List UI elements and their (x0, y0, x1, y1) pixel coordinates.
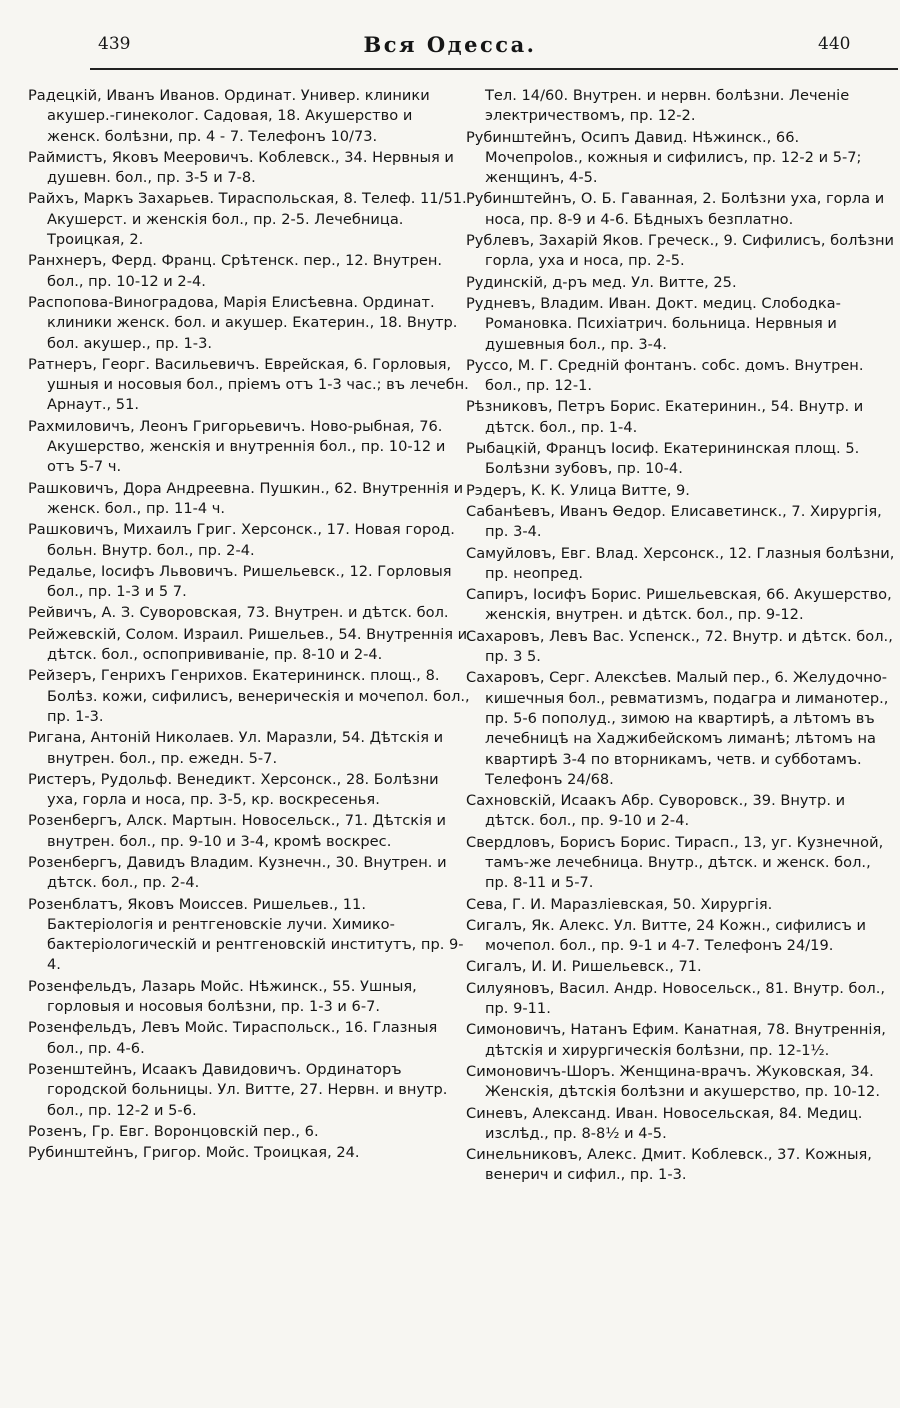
directory-entry: Розенъ, Гр. Евг. Воронцовскій пер., 6. (28, 1122, 319, 1140)
page-number-left: 439 (98, 34, 131, 54)
directory-entry: Сигалъ, И. И. Ришельевск., 71. (466, 958, 702, 976)
directory-entry: Сахаровъ, Серг. Алексѣев. Малый пер., 6. Желудочно-кишечныя бол., ревматизмъ, подагра и лиманотер., пр. 5-6 пополуд., зимою на квартирѣ, а лѣтомъ въ лечебницѣ на Хаджибейскомъ лиманѣ; лѣтомъ на квартирѣ 3-4 по вторникамъ, четв. и субботамъ. Телефонъ 24/68. (466, 669, 889, 788)
directory-entry: Раймистъ, Яковъ Мееровичъ. Коблевск., 34. Нервныя и душевн. бол., пр. 3-5 и 7-8. (28, 148, 454, 187)
directory-entry: Розенблатъ, Яковъ Моиссев. Ришельев., 11. Бактеріологія и рентгеновскіе лучи. Химико-бактеріологическій и рентгеновскій институтъ, пр. 9-4. (28, 895, 464, 974)
page-number-right: 440 (818, 34, 851, 54)
directory-entry: Рахмиловичъ, Леонъ Григорьевичъ. Ново-рыбная, 76. Акушерство, женскія и внутреннія бол., пр. 10-12 и отъ 5-7 ч. (28, 417, 446, 476)
page-title: Вся Одесса. (363, 32, 537, 57)
directory-entry: Ратнеръ, Георг. Васильевичъ. Еврейская, 6. Горловыя, ушныя и носовыя бол., пріемъ отъ 1-3 час.; въ лечебн. Арнаут., 51. (28, 355, 469, 414)
directory-entry: Симоновичъ, Натанъ Ефим. Канатная, 78. Внутреннія, дѣтскія и хирургическія болѣзни, пр. 12-1½. (466, 1021, 886, 1059)
directory-entry: Рейзеръ, Генрихъ Генрихов. Екатерининск. площ., 8. Болѣз. кожи, сифилисъ, венерическія и мочепол. бол., пр. 1-3. (28, 667, 470, 725)
directory-entry: Розенфельдъ, Лазарь Мойс. Нѣжинск., 55. Ушныя, горловыя и носовыя болѣзни, пр. 1-3 и 6-7. (28, 977, 417, 1016)
directory-entry: Рубинштейнъ, Григор. Мойс. Троицкая, 24. (28, 1144, 360, 1162)
right-column (466, 86, 898, 1187)
directory-entry: Ригана, Антоній Николаев. Ул. Маразли, 54. Дѣтскія и внутрен. бол., пр. ежедн. 5-7. (28, 729, 444, 767)
directory-entry: Рублевъ, Захарій Яков. Греческ., 9. Сифилисъ, болѣзни горла, уха и носа, пр. 2-5. (466, 232, 894, 270)
directory-entry: Самуйловъ, Евг. Влад. Херсонск., 12. Глазныя болѣзни, пр. неопред. (466, 544, 895, 582)
directory-entry: Рыбацкій, Францъ Іосиф. Екатерининская площ. 5. Болѣзни зубовъ, пр. 10-4. (466, 440, 860, 478)
directory-entry: Руссо, М. Г. Средній фонтанъ. собс. домъ. Внутрен. бол., пр. 12-1. (466, 356, 864, 395)
directory-entry: Розенбергъ, Алск. Мартын. Новосельск., 71. Дѣтскія и внутрен. бол., пр. 9-10 и 3-4, кромѣ воскрес. (28, 812, 447, 850)
directory-entry: Редалье, Іосифъ Львовичъ. Ришельевск., 12. Горловыя бол., пр. 1-3 и 5 7. (28, 562, 452, 601)
directory-entry: Радецкій, Иванъ Иванов. Ординат. Универ. клиники акушер.-гинеколог. Садовая, 18. Акушерство и женск. болѣзни, пр. 4 - 7. Телефонъ 10/73. (28, 87, 430, 145)
directory-entry: Сахаровъ, Левъ Вас. Успенск., 72. Внутр. и дѣтск. бол., пр. 3 5. (466, 627, 893, 666)
directory-entry: Симоновичъ-Шоръ. Женщина-врачъ. Жуковская, 34. Женскія, дѣтскія болѣзни и акушерство, пр. 10-12. (466, 1062, 880, 1101)
directory-entry: Синевъ, Александ. Иван. Новосельская, 84. Медиц. изслѣд., пр. 8-8½ и 4-5. (466, 1104, 863, 1142)
directory-entry: Райхъ, Маркъ Захарьев. Тираспольская, 8. Телеф. 11/51. Акушерст. и женскія бол., пр. 2-5. Лечебница. Троицкая, 2. (28, 190, 467, 249)
directory-entry: Рэдеръ, К. К. Улица Витте, 9. (466, 481, 690, 499)
header-rule (90, 68, 898, 70)
directory-entry: Рубинштейнъ, О. Б. Гаванная, 2. Болѣзни уха, горла и носа, пр. 8-9 и 4-6. Бѣдныхъ безплатно. (466, 190, 885, 228)
directory-entry: Сапиръ, Іосифъ Борис. Ришельевская, 66. Акушерство, женскія, внутрен. и дѣтск. бол., пр. 9-12. (466, 586, 892, 624)
directory-entry-continuation: Тел. 14/60. Внутрен. и нервн. болѣзни. Леченіе электричествомъ, пр. 12-2. (485, 87, 850, 125)
directory-entry: Рубинштейнъ, Осипъ Давид. Нѣжинск., 66. Мочепpolов., кожныя и сифилисъ, пр. 12-2 и 5-7; женщинъ, 4-5. (466, 128, 862, 187)
directory-entry: Розенфельдъ, Левъ Мойс. Тираспольск., 16. Глазныя бол., пр. 4-6. (28, 1019, 438, 1057)
directory-entry: Распопова-Виноградова, Марія Елисѣевна. Ординат. клиники женск. бол. и акушер. Екатерин., 18. Внутр. бол. акушер., пр. 1-3. (28, 293, 458, 352)
directory-entry: Силуяновъ, Васил. Андр. Новосельск., 81. Внутр. бол., пр. 9-11. (466, 979, 886, 1018)
directory-entry: Рейвичъ, А. З. Суворовская, 73. Внутрен. и дѣтск. бол. (28, 604, 449, 622)
directory-entry: Рейжевскій, Солом. Израил. Ришельев., 54. Внутреннія и дѣтск. бол., оспопрививаніе, пр. 8-10 и 2-4. (28, 625, 468, 664)
directory-entry: Сахновскій, Исаакъ Абр. Суворовск., 39. Внутр. и дѣтск. бол., пр. 9-10 и 2-4. (466, 792, 846, 830)
directory-entry: Синельниковъ, Алекс. Дмит. Коблевск., 37. Кожныя, венерич и сифил., пр. 1-3. (466, 1146, 872, 1184)
directory-entry: Свердловъ, Борисъ Борис. Тирасп., 13, уг. Кузнечной, тамъ-же лечебница. Внутр., дѣтск. и женск. бол., пр. 8-11 и 5-7. (466, 833, 884, 892)
directory-entry: Розенштейнъ, Исаакъ Давидовичъ. Ординаторъ городской больницы. Ул. Витте, 27. Нервн. и внутр. бол., пр. 12-2 и 5-6. (28, 1060, 448, 1119)
directory-entry: Рашковичъ, Михаилъ Григ. Херсонск., 17. Новая город. больн. Внутр. бол., пр. 2-4. (28, 521, 455, 559)
directory-entry: Ранхнеръ, Ферд. Франц. Срѣтенск. пер., 12. Внутрен. бол., пр. 10-12 и 2-4. (28, 252, 443, 290)
left-column (28, 86, 470, 1164)
directory-entry: Рудинскій, д-ръ мед. Ул. Витте, 25. (466, 273, 737, 291)
directory-entry: Ристеръ, Рудольф. Венедикт. Херсонск., 28. Болѣзни уха, горла и носа, пр. 3-5, кр. воскресенья. (28, 770, 439, 809)
directory-entry: Рашковичъ, Дора Андреевна. Пушкин., 62. Внутреннія и женск. бол., пр. 11-4 ч. (28, 479, 464, 517)
directory-entry: Сигалъ, Як. Алекс. Ул. Витте, 24 Кожн., сифилисъ и мочепол. бол., пр. 9-1 и 4-7. Телефонъ 24/19. (466, 916, 866, 955)
directory-entry: Розенбергъ, Давидъ Владим. Кузнечн., 30. Внутрен. и дѣтск. бол., пр. 2-4. (28, 853, 447, 892)
directory-entry: Сева, Г. И. Маразліевская, 50. Хирургія. (466, 895, 773, 913)
page-header (0, 30, 900, 66)
directory-entry: Рудневъ, Владим. Иван. Докт. медиц. Слободка-Романовка. Психіатрич. больница. Нервныя и душевныя бол., пр. 3-4. (466, 294, 841, 353)
directory-entry: Сабанѣевъ, Иванъ Өедор. Елисаветинск., 7. Хирургія, пр. 3-4. (466, 502, 882, 541)
directory-entry: Рѣзниковъ, Петръ Борис. Екатеринин., 54. Внутр. и дѣтск. бол., пр. 1-4. (466, 398, 864, 436)
